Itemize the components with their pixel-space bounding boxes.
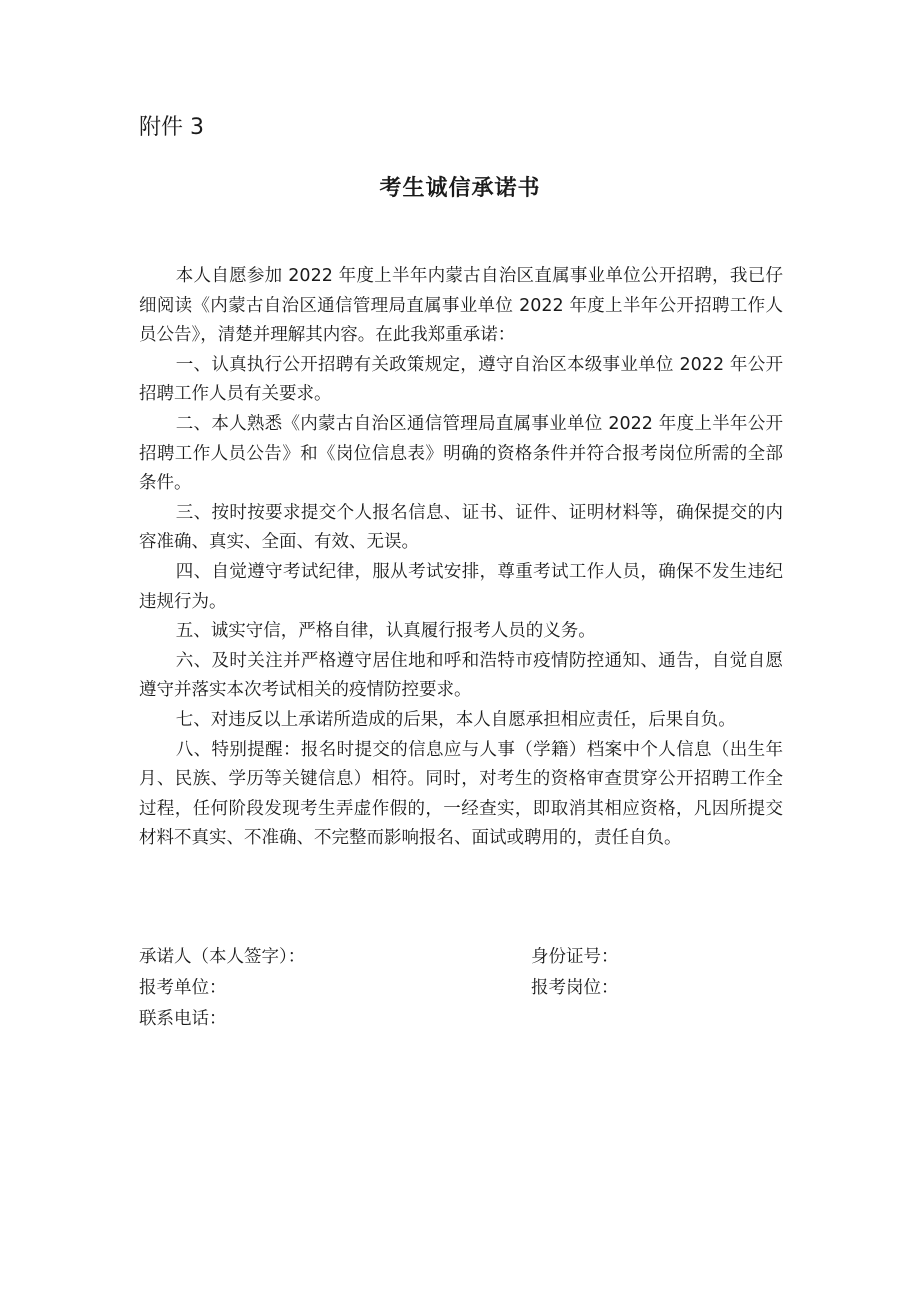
pledge-item-3: 三、按时按要求提交个人报名信息、证书、证件、证明材料等，确保提交的内容准确、真实、全面、有效、无误。 <box>139 502 783 553</box>
pledge-item-1: 一、认真执行公开招聘有关政策规定，遵守自治区本级事业单位 2022 年公开招聘工作人员有关要求。 <box>139 354 783 405</box>
footer-row-unit <box>139 973 783 1004</box>
pledge-item-4: 四、自觉遵守考试纪律，服从考试安排，尊重考试工作人员，确保不发生违纪违规行为。 <box>139 561 783 612</box>
footer-row-phone <box>139 1004 783 1035</box>
footer-row-signer <box>139 942 783 973</box>
pledge-item-5: 五、诚实守信，严格自律，认真履行报考人员的义务。 <box>175 621 596 642</box>
signature-block <box>139 942 783 1035</box>
pledge-item-7: 七、对违反以上承诺所造成的后果，本人自愿承担相应责任，后果自负。 <box>175 709 736 730</box>
pledge-item-6: 六、及时关注并严格遵守居住地和呼和浩特市疫情防控通知、通告，自觉自愿遵守并落实本次考试相关的疫情防控要求。 <box>139 650 783 701</box>
unit-label: 报考单位： <box>139 978 227 998</box>
phone-label: 联系电话： <box>139 1009 227 1029</box>
id-number-label: 身份证号： <box>531 947 619 967</box>
pledge-item-8: 八、特别提醒：报名时提交的信息应与人事（学籍）档案中个人信息（出生年月、民族、学历等关键信息）相符。同时，对考生的资格审查贯穿公开招聘工作全过程，任何阶段发现考生弄虚作假的，一经查实，即取消其相应资格，凡因所提交材料不真实、不准确、不完整而影响报名、面试或聘用的，责任自负。 <box>139 739 783 849</box>
document-body <box>139 262 783 854</box>
signer-label: 承诺人（本人签字）： <box>139 947 306 967</box>
document-title: 考生诚信承诺书 <box>379 176 541 201</box>
attachment-label: 附件 3 <box>139 115 204 140</box>
pledge-item-2: 二、本人熟悉《内蒙古自治区通信管理局直属事业单位 2022 年度上半年公开招聘工作人员公告》和《岗位信息表》明确的资格条件并符合报考岗位所需的全部条件。 <box>139 413 783 494</box>
intro-paragraph: 本人自愿参加 2022 年度上半年内蒙古自治区直属事业单位公开招聘，我已仔细阅读《内蒙古自治区通信管理局直属事业单位 2022 年度上半年公开招聘工作人员公告》，清楚并理解其内容。在此我郑重承诺： <box>139 266 783 346</box>
position-label: 报考岗位： <box>531 978 619 998</box>
